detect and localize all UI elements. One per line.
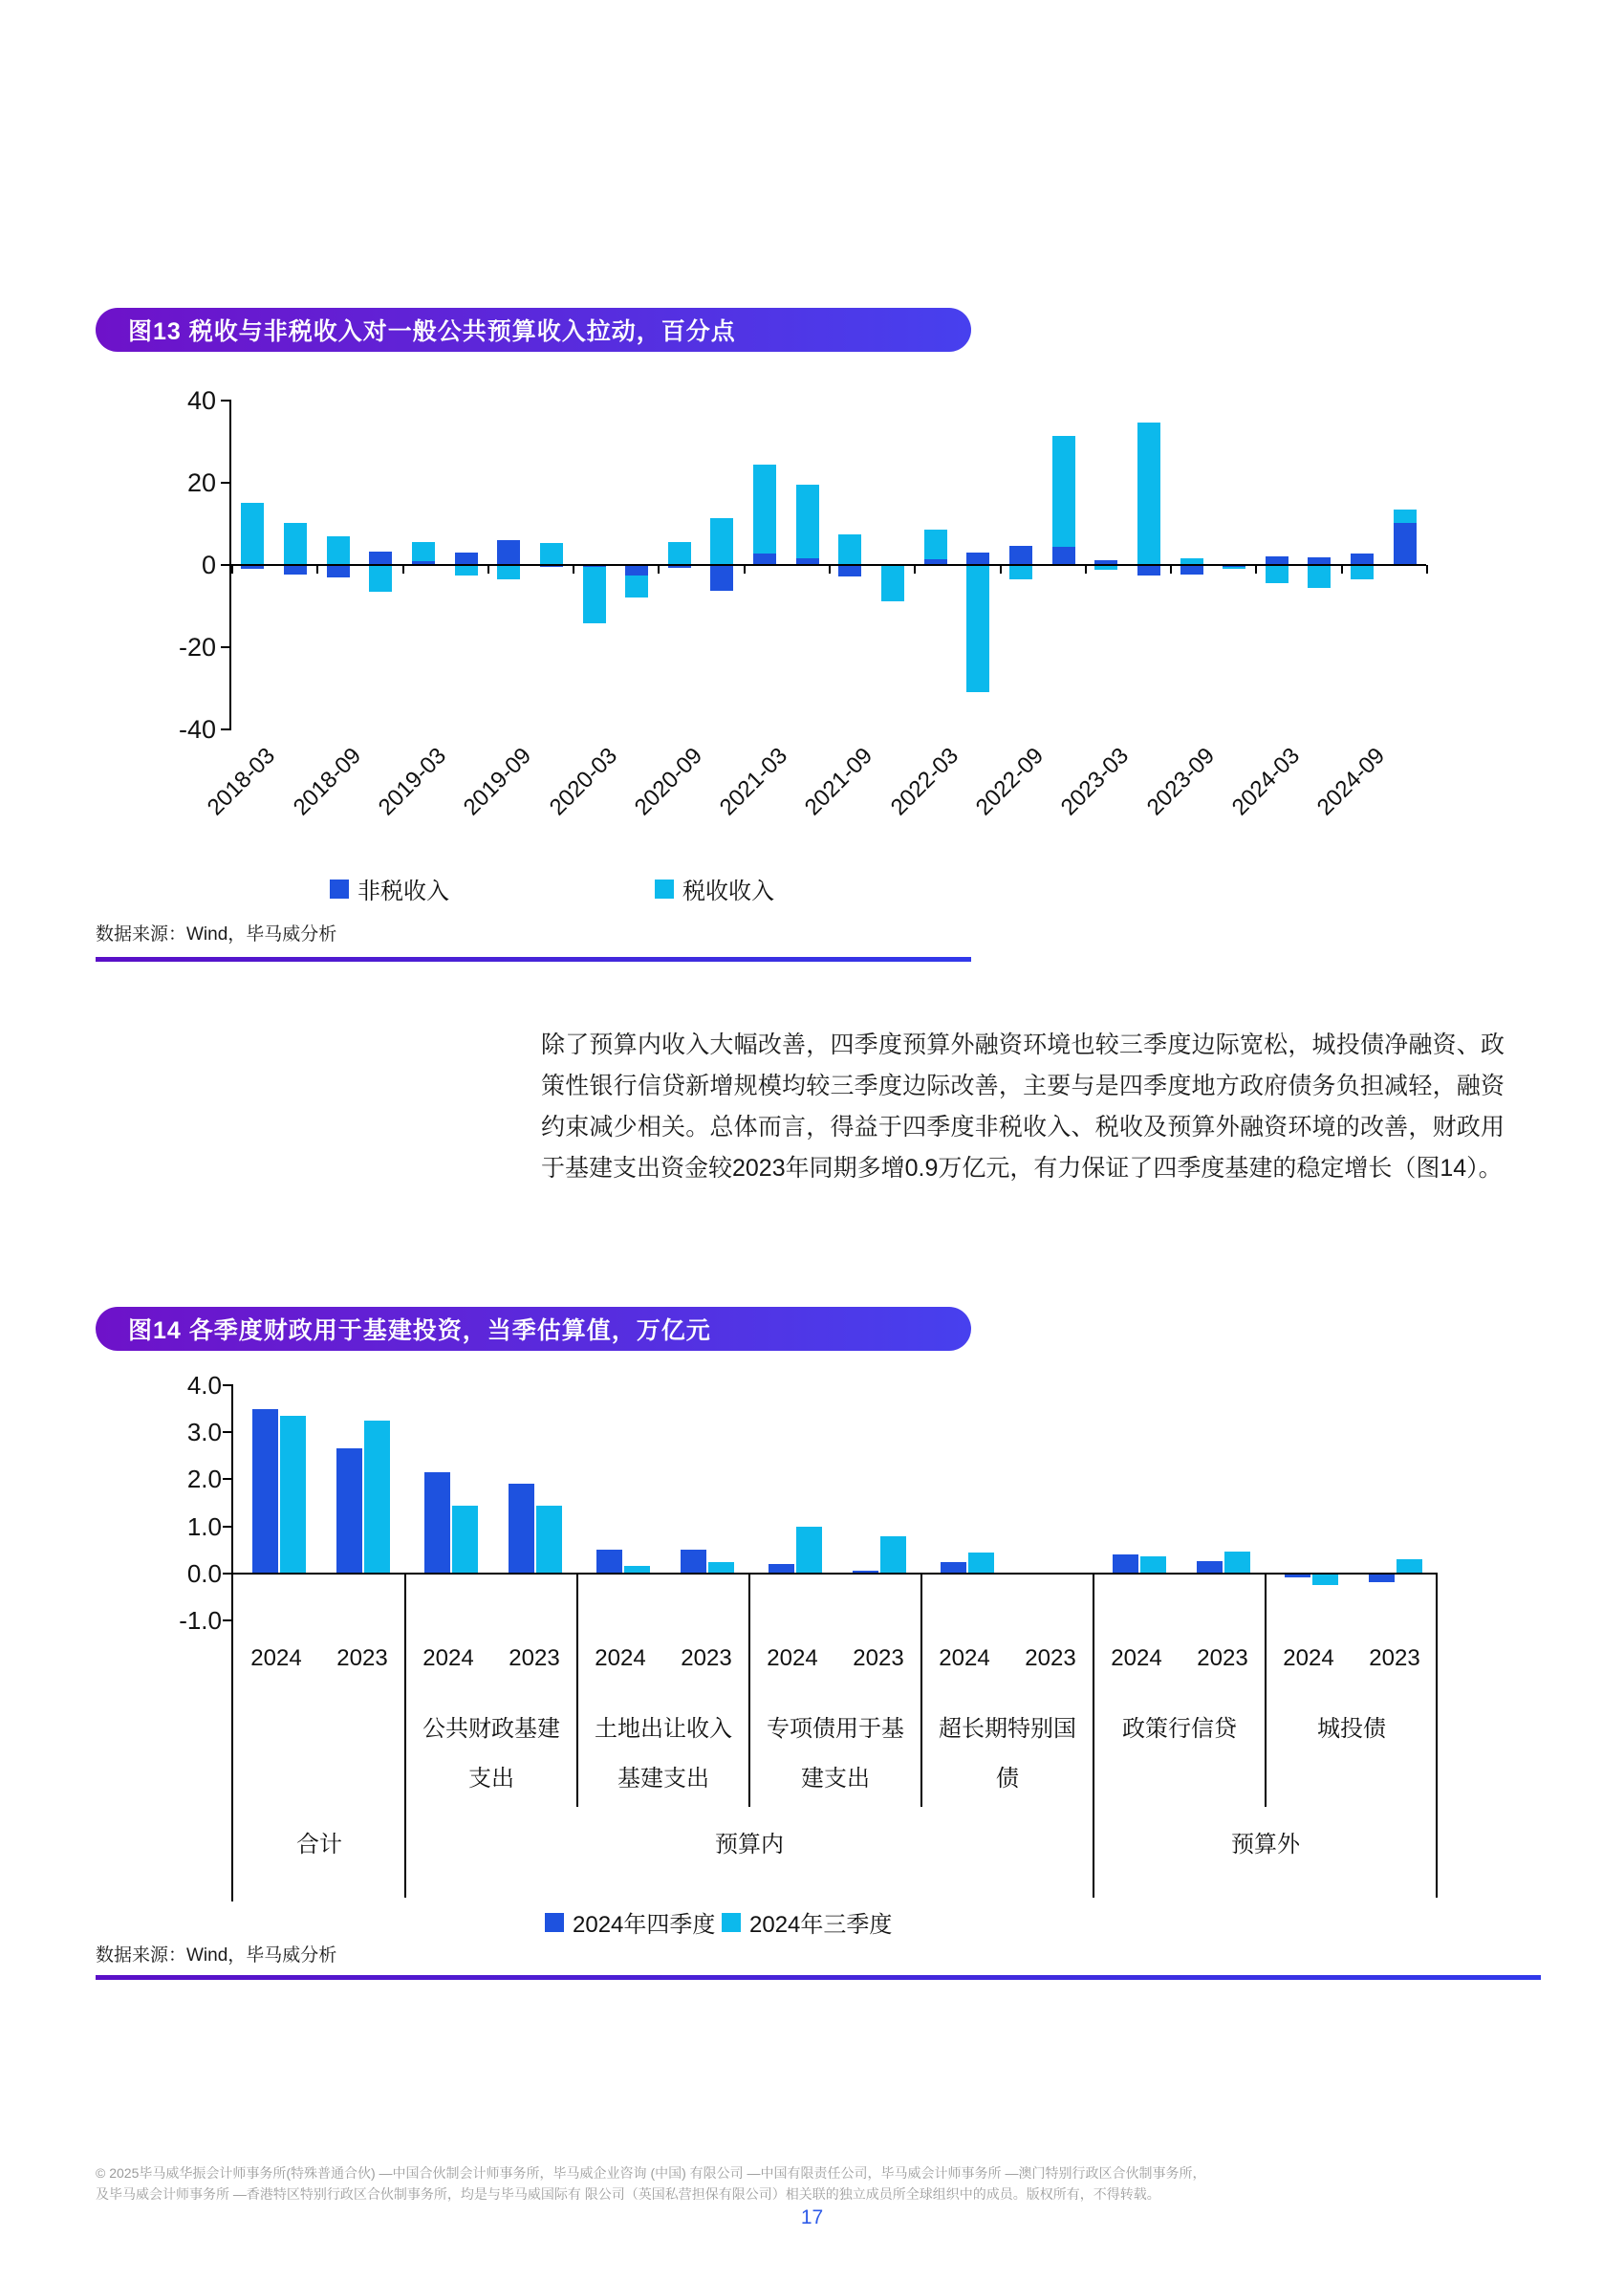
fig13-bar-2022-09-tax xyxy=(1009,565,1032,579)
fig14-y-tick-label: 0.0 xyxy=(186,1558,222,1588)
fig14-y-tick xyxy=(223,1526,233,1528)
fig13-title: 图13 税收与非税收入对一般公共预算收入拉动，百分点 xyxy=(128,318,736,345)
fig13-bar-2020-06-nontax xyxy=(625,565,648,576)
fig13-x-tick xyxy=(829,565,831,574)
fig13-x-tick xyxy=(1000,565,1002,574)
fig14-category-label-专项债用于基建支出 xyxy=(749,1705,921,1804)
fig13-y-tick xyxy=(221,646,231,648)
fig13-bar-2018-09-nontax xyxy=(327,565,350,577)
fig14-category-label-line: 专项债用于基 xyxy=(767,1716,904,1742)
fig13-y-tick xyxy=(221,564,231,566)
fig13-legend-item-tax xyxy=(655,872,774,905)
fig13-y-tick-label: 0 xyxy=(201,551,216,579)
fig13-bar-2018-06-nontax xyxy=(284,565,307,575)
fig13-x-tick-label: 2018-03 xyxy=(203,743,281,821)
fig13-bar-2020-03-tax xyxy=(583,567,606,623)
fig14-category-label-line: 公共财政基建 xyxy=(422,1716,560,1742)
fig14-divider-rule xyxy=(96,1975,1541,1980)
fig13-x-tick xyxy=(1255,565,1257,574)
fig13-x-tick-label: 2022-09 xyxy=(970,743,1049,821)
fig14-legend-label-q3: 2024年三季度 xyxy=(749,1912,893,1938)
fig13-x-tick xyxy=(316,565,318,574)
fig14-year-label: 2024 xyxy=(1283,1645,1334,1671)
fig13-bar-2024-03-tax xyxy=(1266,565,1288,583)
fig13-title-banner xyxy=(96,308,971,352)
fig13-bar-2021-12-tax xyxy=(881,566,904,601)
fig13-bar-2024-06-tax xyxy=(1308,565,1331,588)
footer-legal-line1: © 2025毕马威华振会计师事务所(特殊普通合伙) —中国合伙制会计师事务所，毕马威企业咨询 (中国) 有限公司 —中国有限责任公司，毕马威会计师事务所 —澳门特别行政区合伙制事务所， xyxy=(96,2165,1206,2181)
page-number: 17 xyxy=(800,2206,824,2228)
fig13-x-tick-label: 2019-09 xyxy=(458,743,537,821)
fig13-legend-item-nontax xyxy=(330,872,449,905)
fig14-band-label-预算内: 预算内 xyxy=(715,1832,784,1857)
fig13-bar-2019-06-tax xyxy=(455,565,478,576)
fig14-y-tick xyxy=(223,1478,233,1480)
fig14-year-label: 2023 xyxy=(681,1645,732,1671)
fig14-legend-swatch-q4 xyxy=(545,1913,564,1932)
fig13-y-tick-label: -20 xyxy=(178,633,216,662)
fig13-y-tick xyxy=(221,400,231,402)
fig13-x-tick xyxy=(1085,565,1087,574)
fig14-category-label-超长期特别国债 xyxy=(921,1705,1093,1804)
fig14-category-label-line: 债 xyxy=(996,1766,1019,1792)
fig14-year-labels-专项债用于基建支出 xyxy=(749,1645,921,1672)
fig14-year-label: 2024 xyxy=(939,1645,990,1671)
fig13-x-tick xyxy=(1170,565,1172,574)
fig14-axis-table xyxy=(233,1385,1438,1901)
fig14-year-label: 2024 xyxy=(1111,1645,1162,1671)
fig14-y-tick xyxy=(223,1619,233,1621)
fig13-x-tick-label: 2022-03 xyxy=(885,743,964,821)
fig13-y-tick-label: 40 xyxy=(186,386,216,415)
fig13-bar-2023-09-nontax xyxy=(1180,565,1203,575)
fig14-y-tick xyxy=(223,1384,233,1386)
fig14-column-separator xyxy=(1265,1574,1267,1807)
fig14-category-label-line: 土地出让收入 xyxy=(595,1716,732,1742)
fig14-band-label-合计: 合计 xyxy=(296,1832,342,1857)
fig13-x-tick xyxy=(573,565,574,574)
fig14-year-label: 2023 xyxy=(509,1645,560,1671)
fig13-bar-2023-12-tax xyxy=(1223,567,1245,569)
fig13-source: 数据来源：Wind，毕马威分析 xyxy=(96,924,337,945)
fig14-title-banner xyxy=(96,1307,971,1351)
footer-legal xyxy=(96,2162,1541,2205)
fig13-bar-2023-06-tax xyxy=(1137,423,1160,565)
fig13-x-tick xyxy=(1341,565,1343,574)
fig13-bar-2024-12-tax xyxy=(1394,510,1417,523)
fig13-x-tick-label: 2020-09 xyxy=(629,743,707,821)
fig14-year-label: 2024 xyxy=(250,1645,302,1671)
fig13-bar-2018-03-tax xyxy=(241,503,264,565)
fig13-bar-2019-12-tax xyxy=(540,543,563,565)
fig13-x-tick xyxy=(1426,565,1428,574)
fig14-year-label: 2024 xyxy=(767,1645,818,1671)
fig14-category-label-政策行信贷 xyxy=(1093,1705,1266,1754)
fig14-y-tick-label: 4.0 xyxy=(186,1371,222,1400)
fig14-y-tick-label: 1.0 xyxy=(186,1511,222,1541)
fig14-category-label-公共财政基建支出 xyxy=(405,1705,577,1804)
fig14-year-label: 2023 xyxy=(853,1645,904,1671)
fig14-year-label: 2023 xyxy=(1197,1645,1248,1671)
fig13-divider-rule xyxy=(96,957,971,962)
fig13-x-tick xyxy=(914,565,916,574)
fig14-year-labels-政策行信贷 xyxy=(1093,1645,1266,1672)
fig13-x-axis-labels xyxy=(203,729,1424,873)
fig13-y-axis-labels xyxy=(134,386,216,744)
fig13-bar-2022-03-tax xyxy=(924,530,947,559)
fig13-bar-2022-12-nontax xyxy=(1052,547,1075,565)
fig14-year-label: 2023 xyxy=(1025,1645,1076,1671)
fig13-bar-2018-09-tax xyxy=(327,536,350,565)
fig13-bar-2024-12-nontax xyxy=(1394,523,1417,565)
fig13-bar-2020-09-tax xyxy=(668,542,691,565)
fig14-title: 图14 各季度财政用于基建投资，当季估算值，万亿元 xyxy=(128,1317,711,1344)
fig13-x-tick-label: 2023-03 xyxy=(1055,743,1135,821)
fig14-year-labels-公共财政基建支出 xyxy=(405,1645,577,1672)
fig13-bar-2022-06-tax xyxy=(966,565,989,692)
fig13-x-tick-label: 2021-03 xyxy=(714,743,793,821)
fig14-category-label-line: 超长期特别国 xyxy=(939,1716,1076,1742)
fig13-bar-2022-09-nontax xyxy=(1009,546,1032,565)
fig14-year-label: 2024 xyxy=(595,1645,646,1671)
fig14-category-label-line: 建支出 xyxy=(801,1766,870,1792)
fig13-x-tick-label: 2021-09 xyxy=(800,743,878,821)
fig13-x-tick-label: 2024-09 xyxy=(1311,743,1391,821)
fig14-category-label-line: 基建支出 xyxy=(617,1766,709,1792)
fig14-year-label: 2023 xyxy=(1369,1645,1420,1671)
fig13-bar-2019-03-tax xyxy=(412,542,435,561)
fig13-legend-label-nontax: 非税收入 xyxy=(357,879,449,904)
fig14-legend-item-q3 xyxy=(722,1905,892,1939)
fig13-legend-swatch-nontax xyxy=(330,880,349,899)
fig13-bar-2019-09-tax xyxy=(497,565,520,579)
fig13-bar-2020-06-tax xyxy=(625,576,648,597)
fig14-y-tick-label: 2.0 xyxy=(186,1465,222,1494)
fig13-x-tick xyxy=(402,565,404,574)
fig14-category-label-line: 支出 xyxy=(468,1766,514,1792)
fig13-bar-2021-06-tax xyxy=(796,485,819,558)
fig13-bar-2023-06-nontax xyxy=(1137,565,1160,576)
fig13-bar-2021-09-nontax xyxy=(838,565,861,576)
fig13-x-tick xyxy=(231,565,233,574)
fig13-x-tick-label: 2020-03 xyxy=(544,743,622,821)
fig14-legend-swatch-q3 xyxy=(722,1913,741,1932)
fig13-y-tick-label: -40 xyxy=(178,715,216,744)
fig14-y-tick-label: -1.0 xyxy=(179,1606,222,1635)
fig14-category-label-城投债 xyxy=(1266,1705,1438,1754)
fig14-y-tick xyxy=(223,1573,233,1575)
fig13-bar-2020-12-nontax xyxy=(710,565,733,591)
fig14-y-tick-label: 3.0 xyxy=(186,1418,222,1447)
fig13-x-tick xyxy=(658,565,660,574)
fig14-y-tick xyxy=(223,1431,233,1433)
fig13-y-tick-label: 20 xyxy=(186,468,216,497)
fig13-bar-2022-12-tax xyxy=(1052,436,1075,547)
fig13-x-tick-label: 2018-09 xyxy=(288,743,366,821)
fig13-legend-swatch-tax xyxy=(655,880,674,899)
fig13-bar-2018-12-tax xyxy=(369,565,392,592)
fig14-category-label-line: 政策行信贷 xyxy=(1122,1716,1237,1742)
fig14-category-label-土地出让收入基建支出 xyxy=(577,1705,749,1804)
fig13-bar-2018-06-tax xyxy=(284,523,307,565)
fig14-source: 数据来源：Wind，毕马威分析 xyxy=(96,1945,337,1966)
fig13-plot-area xyxy=(229,401,1426,729)
fig13-y-tick xyxy=(221,482,231,484)
fig13-x-tick-label: 2024-03 xyxy=(1226,743,1305,821)
fig13-bar-2018-12-nontax xyxy=(369,552,392,565)
fig13-bar-2019-09-nontax xyxy=(497,540,520,565)
fig14-year-labels-城投债 xyxy=(1266,1645,1438,1672)
fig14-year-labels-合计 xyxy=(233,1645,405,1672)
fig14-year-labels-土地出让收入基建支出 xyxy=(577,1645,749,1672)
fig13-x-tick xyxy=(487,565,489,574)
footer-legal-line2: 及毕马威会计师事务所 —香港特区特别行政区合伙制事务所，均是与毕马威国际有 限公司（英国私营担保有限公司）相关联的独立成员所全球组织中的成员。版权所有，不得转载。 xyxy=(96,2186,1160,2202)
body-paragraph: 除了预算内收入大幅改善，四季度预算外融资环境也较三季度边际宽松，城投债净融资、政策性银行信贷新增规模均较三季度边际改善，主要与是四季度地方政府债务负担减轻，融资约束减少相关。总体而言，得益于四季度非税收入、税收及预算外融资环境的改善，财政用于基建支出资金较2023年同期多增0.9万亿元，有力保证了四季度基建的稳定增长（图14）。 xyxy=(541,1032,1505,1182)
fig14-band-label-预算外: 预算外 xyxy=(1231,1832,1300,1857)
fig14-year-label: 2023 xyxy=(336,1645,388,1671)
fig14-chart-and-table xyxy=(231,1385,1438,1901)
fig13-bar-2021-03-tax xyxy=(753,465,776,554)
fig13-bar-2021-09-tax xyxy=(838,534,861,565)
fig14-year-labels-超长期特别国债 xyxy=(921,1645,1093,1672)
fig13-bar-2024-09-tax xyxy=(1351,565,1374,579)
fig14-year-label: 2024 xyxy=(422,1645,474,1671)
fig13-x-tick-label: 2019-03 xyxy=(373,743,451,821)
fig14-y-axis-labels xyxy=(134,1371,222,1635)
fig13-x-tick xyxy=(744,565,746,574)
fig13-bar-2020-12-tax xyxy=(710,518,733,565)
fig13-legend-label-tax: 税收收入 xyxy=(682,879,774,904)
fig14-legend-label-q4: 2024年四季度 xyxy=(573,1912,716,1938)
fig14-category-label-line: 城投债 xyxy=(1317,1716,1386,1742)
fig14-legend-item-q4 xyxy=(545,1905,715,1939)
fig13-x-tick-label: 2023-09 xyxy=(1141,743,1220,821)
